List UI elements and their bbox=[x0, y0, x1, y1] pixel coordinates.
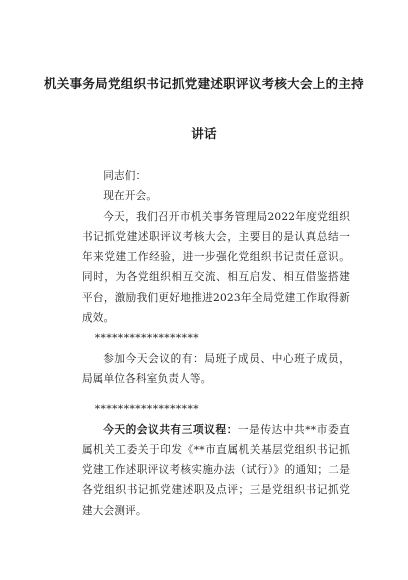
agenda-items: 一是传达中共**市委直属机关工委关于印发《**市直属机关基层党组织书记抓党建工作述职评议考核实施办法（试行）》的通知；二是各党组织书记抓党建述职及点评；三是党组织书记抓党建大会测评。 bbox=[82, 423, 350, 517]
document-title-line-1: 机关事务局党组织书记抓党建述职评议考核大会上的主持 bbox=[43, 76, 364, 91]
paragraph-purpose: 今天，我们召开市机关事务管理局2022年度党组织书记抓党建述职评议考核大会，主要目的是认真总结一年来党建工作经验，进一步强化党组织书记责任意识。同时，为各党组织相互交流、相互启发、相互借鉴搭建平台，激励我们更好地推进2023年全局党建工作取得新成效。 bbox=[82, 210, 350, 325]
agenda-lead: 今天的会议共有三项议程： bbox=[103, 423, 238, 436]
document-title-line-2: 讲话 bbox=[191, 126, 217, 141]
separator: ****************** bbox=[94, 403, 200, 416]
document-body bbox=[82, 166, 350, 521]
opening-line: 现在开会。 bbox=[103, 190, 158, 203]
paragraph-agenda bbox=[82, 420, 350, 521]
separator: ****************** bbox=[94, 332, 200, 345]
paragraph-attendees: 参加今天会议的有：局班子成员、中心班子成员，局属单位各科室负责人等。 bbox=[82, 352, 350, 385]
salutation: 同志们： bbox=[103, 170, 147, 182]
